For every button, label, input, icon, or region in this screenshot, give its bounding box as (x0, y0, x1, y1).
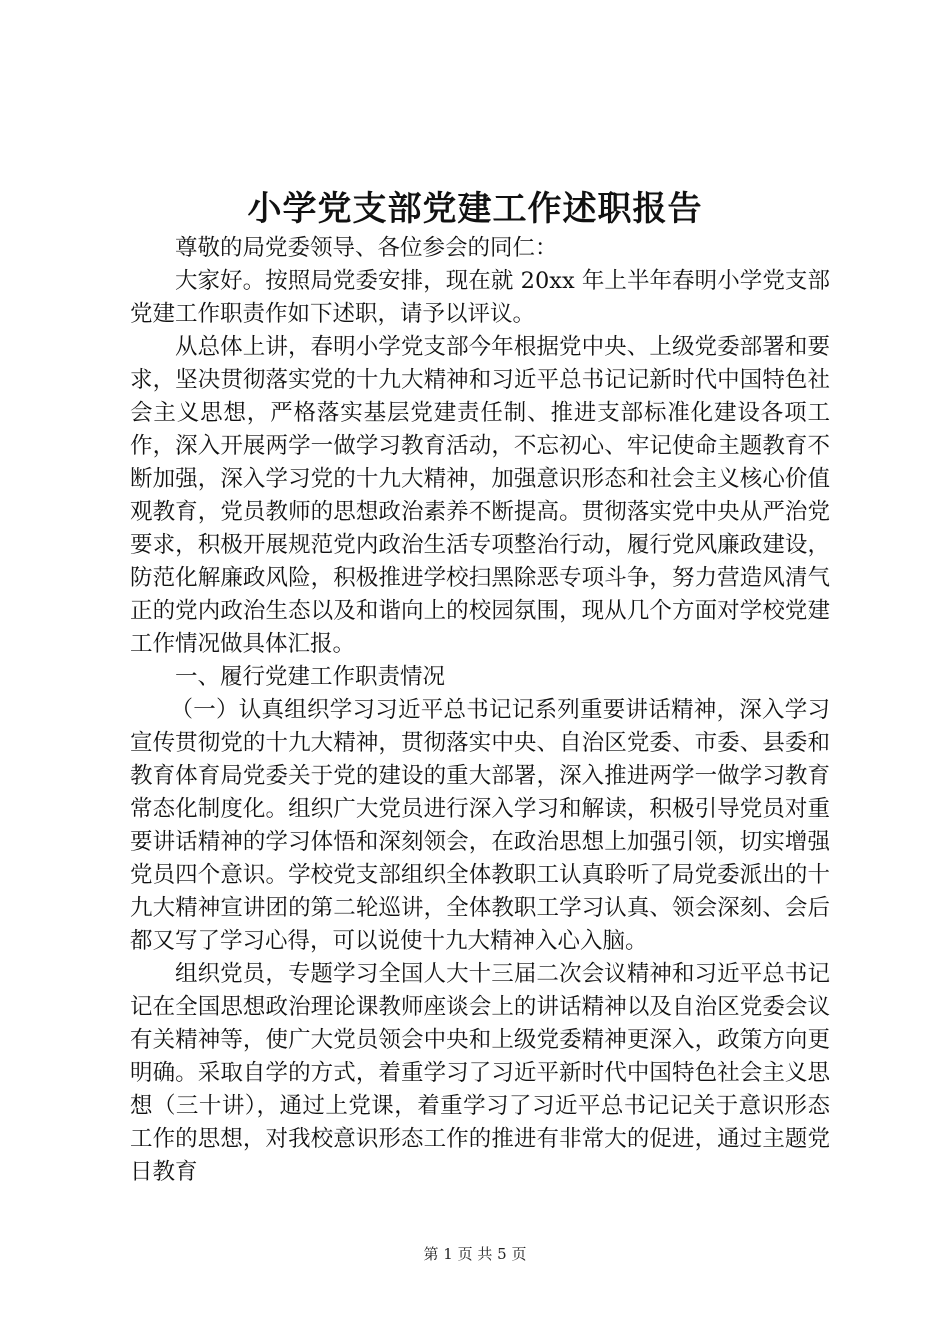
document-body (130, 232, 830, 1189)
section-item-paragraph: （一）认真组织学习习近平总书记记系列重要讲话精神，深入学习宣传贯彻党的十九大精神，贯彻落实中央、自治区党委、市委、县委和教育体育局党委关于党的建设的重大部署，深入推进两学一做学习教育常态化制度化。组织广大党员进行深入学习和解读，积极引导党员对重要讲话精神的学习体悟和深刻领会，在政治思想上加强引领，切实增强党员四个意识。学校党支部组织全体教职工认真聆听了局党委派出的十九大精神宣讲团的第二轮巡讲，全体教职工学习认真、领会深刻、会后都又写了学习心得，可以说使十九大精神入心入脑。 (130, 697, 830, 954)
section-heading: 一、履行党建工作职责情况 (175, 664, 446, 690)
document-title: 小学党支部党建工作述职报告 (247, 189, 703, 229)
overview-paragraph: 从总体上讲，春明小学党支部今年根据党中央、上级党委部署和要求，坚决贯彻落实党的十九大精神和习近平总书记记新时代中国特色社会主义思想，严格落实基层党建责任制、推进支部标准化建设各项工作，深入开展两学一做学习教育活动，不忘初心、牢记使命主题教育不断加强，深入学习党的十九大精神，加强意识形态和社会主义核心价值观教育，党员教师的思想政治素养不断提高。贯彻落实党中央从严治党要求，积极开展规范党内政治生活专项整治行动，履行党风廉政建设，防范化解廉政风险，积极推进学校扫黑除恶专项斗争，努力营造风清气正的党内政治生态以及和谐向上的校园氛围，现从几个方面对学校党建工作情况做具体汇报。 (130, 334, 830, 657)
intro-paragraph: 大家好。按照局党委安排，现在就 20xx 年上半年春明小学党支部党建工作职责作如下述职，请予以评议。 (130, 268, 830, 327)
salutation-paragraph: 尊敬的局党委领导、各位参会的同仁： (175, 235, 558, 261)
study-paragraph: 组织党员，专题学习全国人大十三届二次会议精神和习近平总书记记在全国思想政治理论课教师座谈会上的讲话精神以及自治区党委会议有关精神等，使广大党员领会中央和上级党委精神更深入，政策方向更明确。采取自学的方式，着重学习了习近平新时代中国特色社会主义思想（三十讲），通过上党课，着重学习了习近平总书记记关于意识形态工作的思想，对我校意识形态工作的推进有非常大的促进，通过主题党日教育 (130, 961, 830, 1185)
page-number-footer: 第 1 页 共 5 页 (423, 1245, 527, 1263)
